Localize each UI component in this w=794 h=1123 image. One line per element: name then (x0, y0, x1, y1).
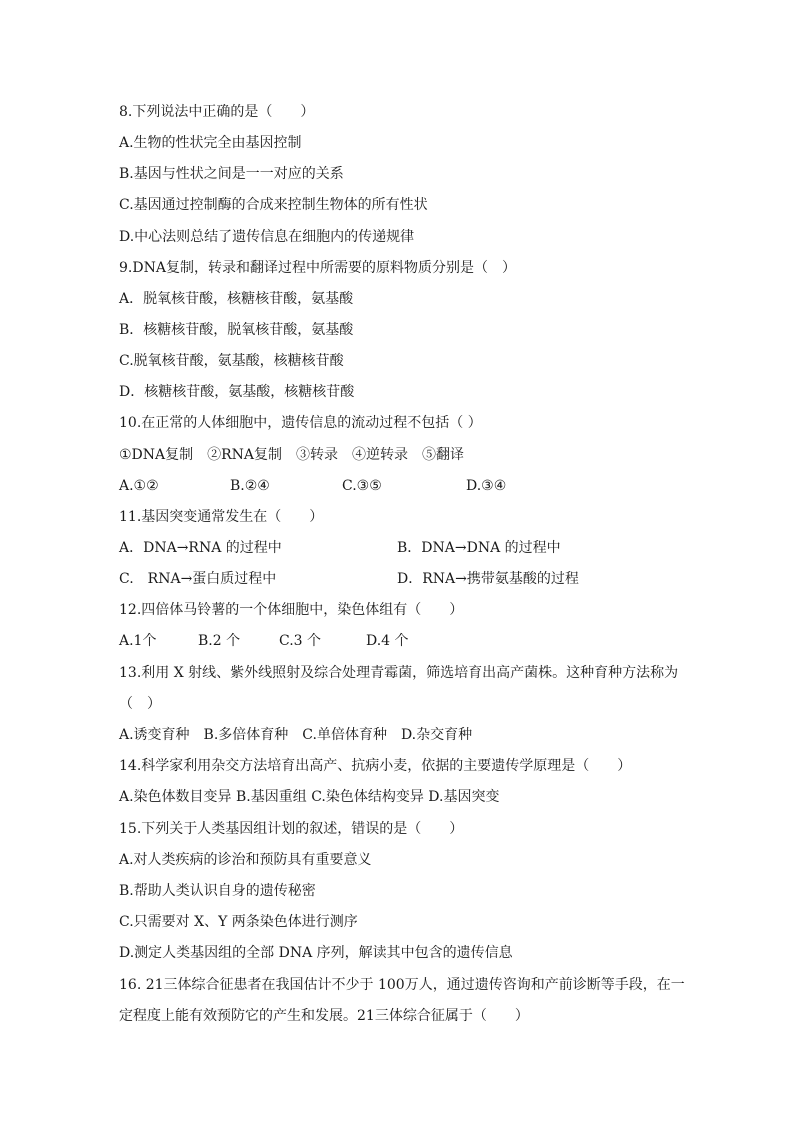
question-16-stem-line-1: 16. 21三体综合征患者在我国估计不少于 100万人，通过遗传咨询和产前诊断等手段，在一 (119, 977, 685, 993)
question-8-option-c: C.基因通过控制酶的合成来控制生物体的所有性状 (119, 197, 428, 213)
question-8-stem: 8.下列说法中正确的是（ ） (119, 104, 315, 120)
question-15-option-a: A.对人类疾病的诊治和预防具有重要意义 (119, 852, 372, 868)
question-15-option-d: D.测定人类基因组的全部 DNA 序列，解读其中包含的遗传信息 (119, 945, 513, 961)
question-12-option-c: C.3 个 (279, 633, 322, 649)
question-11-option-c: C. RNA→蛋白质过程中 (119, 571, 277, 587)
question-9-stem: 9.DNA复制，转录和翻译过程中所需要的原料物质分别是（ ） (119, 260, 516, 276)
question-13-stem-line-1: 13.利用 X 射线、紫外线照射及综合处理青霉菌，筛选培育出高产菌株。这种育种方法称为 (119, 665, 679, 681)
question-11-option-a: A．DNA→RNA 的过程中 (119, 540, 282, 556)
question-14-options: A.染色体数目变异 B.基因重组 C.染色体结构变异 D.基因突变 (119, 789, 500, 805)
question-12-option-a: A.1个 (119, 633, 157, 649)
question-8-option-a: A.生物的性状完全由基因控制 (119, 135, 302, 151)
question-9-option-a: A．脱氧核苷酸，核糖核苷酸，氨基酸 (119, 291, 354, 307)
question-12-option-d: D.4 个 (366, 633, 409, 649)
question-10-option-b: B.②④ (230, 478, 270, 494)
question-10-option-a: A.①② (119, 478, 159, 494)
question-11-option-d: D．RNA→携带氨基酸的过程 (397, 571, 579, 587)
question-16-stem-line-2: 定程度上能有效预防它的产生和发展。21三体综合征属于（ ） (119, 1008, 529, 1024)
question-9-option-b: B．核糖核苷酸，脱氧核苷酸，氨基酸 (119, 322, 354, 338)
question-11-option-b: B．DNA→DNA 的过程中 (397, 540, 561, 556)
question-15-option-c: C.只需要对 X、Y 两条染色体进行测序 (119, 914, 358, 930)
question-8-option-d: D.中心法则总结了遗传信息在细胞内的传递规律 (119, 229, 415, 245)
question-12-stem: 12.四倍体马铃薯的一个体细胞中，染色体组有（ ） (119, 602, 464, 618)
question-13-options: A.诱变育种 B.多倍体育种 C.单倍体育种 D.杂交育种 (119, 727, 473, 743)
question-13-stem-line-2: （ ） (119, 696, 161, 712)
question-9-option-d: D．核糖核苷酸，氨基酸，核糖核苷酸 (119, 384, 355, 400)
question-15-option-b: B.帮助人类认识自身的遗传秘密 (119, 883, 316, 899)
question-14-stem: 14.科学家利用杂交方法培育出高产、抗病小麦，依据的主要遗传学原理是（ ） (119, 758, 632, 774)
question-8-option-b: B.基因与性状之间是一一对应的关系 (119, 166, 344, 182)
question-15-stem: 15.下列关于人类基因组计划的叙述，错误的是（ ） (119, 821, 464, 837)
question-11-stem: 11.基因突变通常发生在（ ） (119, 509, 324, 525)
question-9-option-c: C.脱氧核苷酸，氨基酸，核糖核苷酸 (119, 353, 344, 369)
question-10-option-d: D.③④ (466, 478, 507, 494)
question-10-stem: 10.在正常的人体细胞中，遗传信息的流动过程不包括（ ） (119, 415, 482, 431)
question-10-option-c: C.③⑤ (342, 478, 382, 494)
question-10-items: ①DNA复制 ②RNA复制 ③转录 ④逆转录 ⑤翻译 (119, 447, 465, 463)
question-12-option-b: B.2 个 (198, 633, 241, 649)
